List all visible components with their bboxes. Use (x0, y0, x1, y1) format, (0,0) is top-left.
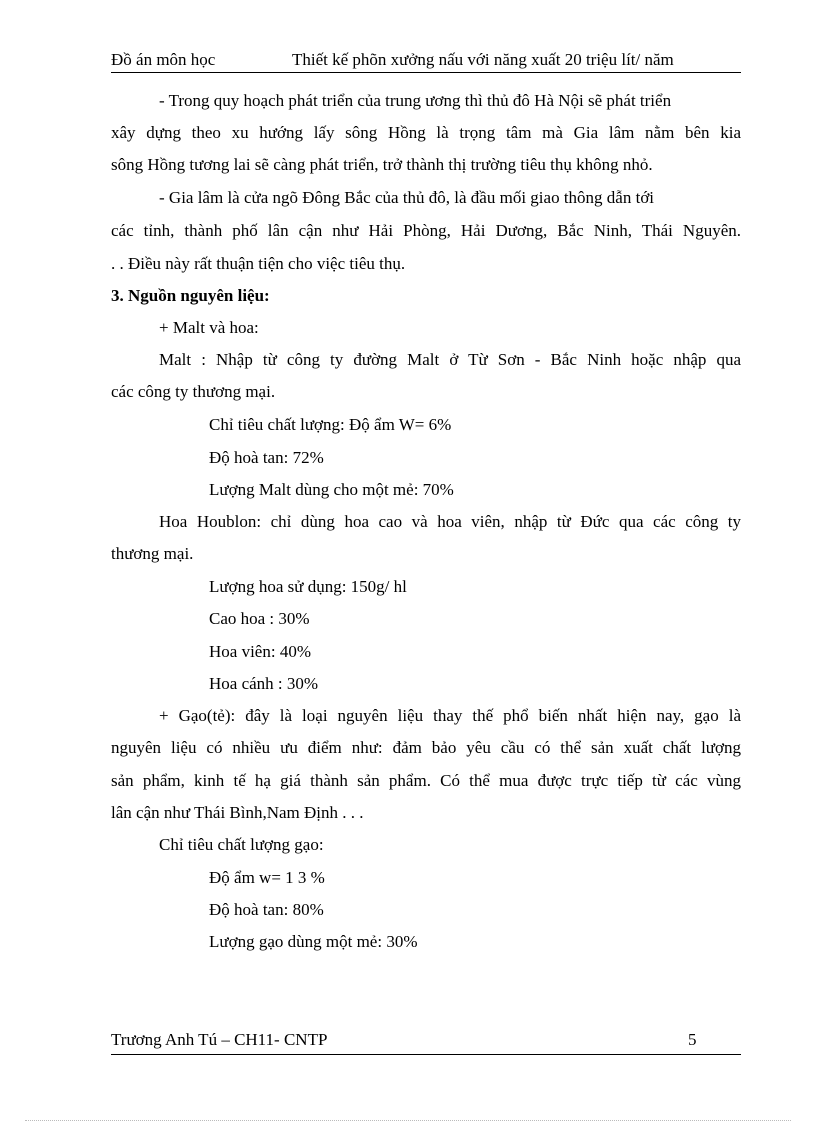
header-title: Thiết kế phõn xưởng nấu với năng xuất 20 triệu lít/ năm (292, 50, 674, 69)
paragraph-line: sông Hồng tương lai sẽ càng phát triển, trở thành thị trường tiêu thụ không nhỏ. (111, 155, 653, 174)
paragraph-line: Lượng hoa sử dụng: 150g/ hl (209, 577, 407, 596)
paragraph-line: lân cận như Thái Bình,Nam Định . . . (111, 803, 364, 822)
paragraph-line: Hoa Houblon: chỉ dùng hoa cao và hoa viên, nhập từ Đức qua các công ty (159, 512, 741, 531)
paragraph-line: Malt : Nhập từ công ty đường Malt ở Từ Sơn - Bắc Ninh hoặc nhập qua (159, 350, 741, 369)
page-header (111, 50, 741, 73)
page-number: 5 (688, 1030, 697, 1049)
paragraph-line: nguyên liệu có nhiều ưu điểm như: đảm bảo yêu cầu có thể sản xuất chất lượng (111, 738, 741, 757)
paragraph-line: Độ ẩm w= 1 3 % (209, 868, 325, 887)
paragraph-line: - Trong quy hoạch phát triển của trung ương thì thủ đô Hà Nội sẽ phát triển (159, 91, 672, 110)
paragraph-line: - Gia lâm là cửa ngõ Đông Bắc của thủ đô, là đầu mối giao thông dẫn tới (159, 188, 655, 207)
page-bottom-divider (25, 1120, 791, 1121)
paragraph-line: . . Điều này rất thuận tiện cho việc tiêu thụ. (111, 254, 406, 273)
paragraph-line: Lượng Malt dùng cho một mẻ: 70% (209, 480, 454, 499)
footer-author: Trương Anh Tú – CH11- CNTP (111, 1030, 328, 1049)
header-course: Đồ án môn học (111, 50, 216, 69)
paragraph-line: các công ty thương mại. (111, 382, 276, 401)
paragraph-line: Chỉ tiêu chất lượng: Độ ẩm W= 6% (209, 415, 452, 434)
paragraph-line: Chỉ tiêu chất lượng gạo: (159, 835, 324, 854)
paragraph-line: thương mại. (111, 544, 194, 563)
section-heading: 3. Nguồn nguyên liệu: (111, 286, 270, 305)
paragraph-line: + Malt và hoa: (159, 318, 259, 337)
paragraph-line: sản phẩm, kinh tế hạ giá thành sản phẩm. Có thể mua được trực tiếp từ các vùng (111, 771, 741, 790)
paragraph-line: xây dựng theo xu hướng lấy sông Hồng là trọng tâm mà Gia lâm nằm bên kia (111, 123, 741, 142)
paragraph-line: + Gạo(tẻ): đây là loại nguyên liệu thay thế phổ biến nhất hiện nay, gạo là (159, 706, 741, 725)
paragraph-line: các tỉnh, thành phố lân cận như Hải Phòng, Hải Dương, Bắc Ninh, Thái Nguyên. (111, 221, 741, 240)
paragraph-line: Hoa viên: 40% (209, 642, 311, 661)
paragraph-line: Cao hoa : 30% (209, 609, 310, 628)
paragraph-line: Hoa cánh : 30% (209, 674, 319, 693)
paragraph-line: Độ hoà tan: 80% (209, 900, 324, 919)
paragraph-line: Lượng gạo dùng một mẻ: 30% (209, 932, 418, 951)
page-footer (111, 1030, 741, 1055)
paragraph-line: Độ hoà tan: 72% (209, 448, 324, 467)
